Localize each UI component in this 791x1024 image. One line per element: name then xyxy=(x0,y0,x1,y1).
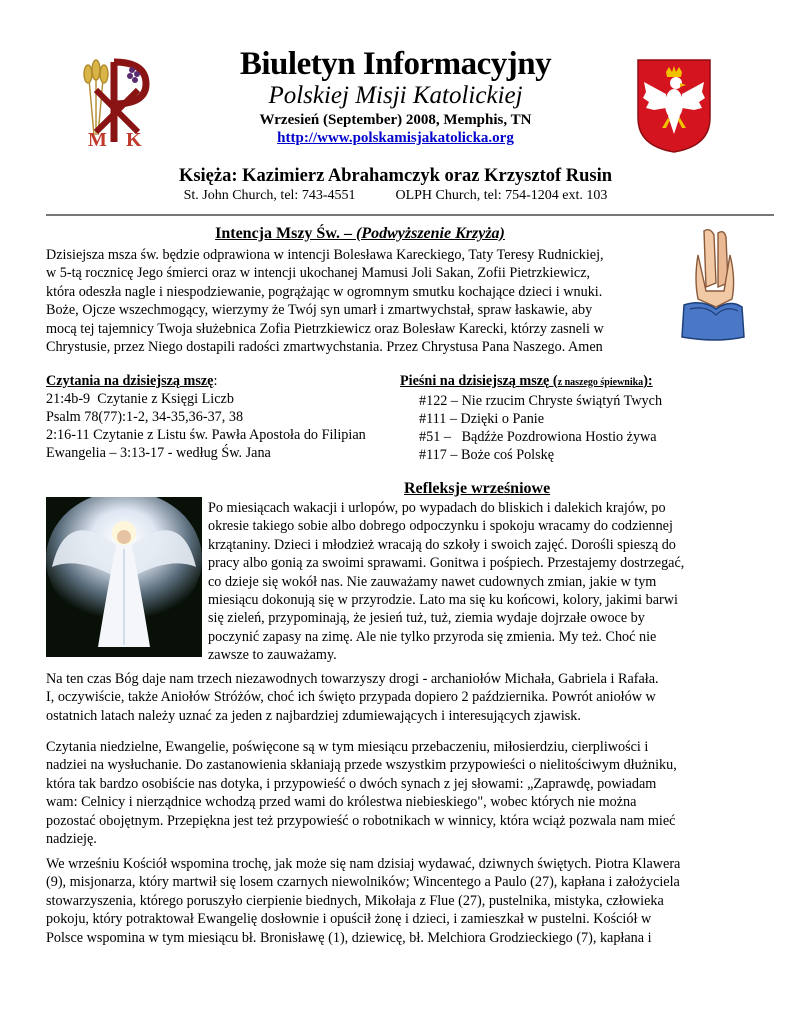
intention-heading-main: Intencja Mszy Św. – xyxy=(215,225,356,242)
reflections-intro: Po miesiącach wakacji i urlopów, po wypadach do bliskich i dalekich krajów, po okresie takiego sobie albo dobrego odpoczynku i spokoju wracamy do codziennej krzątaniny. Dzieci i młodzież wracają do szkoły i swoich zajęć. Dorośli spieszą do pracy albo gonią za swoimi sprawami. Gonitwa i pośpiech. Przestajemy dostrzegać, co dzieje się wokół nas. Nie zauważamy nawet cudownych zmian, jakie w tym miesiącu dokonują się w przyrodzie. Lato ma się ku końcowi, kolory, jakimi barwi się zieleń, przypominają, że jesień tuż, tuż, ziemia wydaje dojrzałe owoce by poczynić zapasy na zimę. Ale nie tylko przyroda się zmienia. My też. Choć nie zawsze to zauważamy. xyxy=(208,500,685,664)
svg-text:M: M xyxy=(88,129,107,150)
intention-heading-feast: (Podwyższenie Krzyża) xyxy=(356,225,505,242)
hymns-heading-end: ): xyxy=(643,373,653,389)
reading-item: Ewangelia – 3:13-17 - według Św. Jana xyxy=(46,445,271,461)
readings-section xyxy=(46,372,406,462)
svg-text:K: K xyxy=(126,129,142,150)
readings-heading xyxy=(46,372,406,390)
reflections-paragraph-saints: We wrześniu Kościół wspomina trochę, jak może się nam dzisiaj wydawać, dziwnych świętych. Piotra Klawera (9), misjonarza, który martwił się losem czarnych niewolników; Wincentego a Paulo (27), kapłana i założyciela stowarzyszenia, którego poruszyło cierpienie biednych, Mikołaja z Flue (27), pustelnika, mistyka, człowieka pokoju, który potraktował Ewangelię dosłownie i opuścił żonę i dzieci, i zamieszkał w pustelni. Kościół w Polsce wspomina w tym miesiącu bł. Bronisławę (1), dziewicę, bł. Melchiora Grodzieckiego (7), kapłana i xyxy=(46,856,681,946)
church-st-john: St. John Church, tel: 743-4551 xyxy=(183,188,356,203)
hymn-item: #51 – Bądźże Pozdrowiona Hostio żywa xyxy=(419,429,657,445)
issue-date: Wrzesień (September) 2008, Memphis, TN xyxy=(259,112,532,128)
hymn-item: #122 – Nie rzucim Chryste świątyń Twych xyxy=(419,393,663,409)
angel-image-icon xyxy=(46,497,202,657)
priests-line: Księża: Kazimierz Abrahamczyk oraz Krzysztof Rusin xyxy=(178,166,613,186)
hymns-heading-songbook: z naszego śpiewnika xyxy=(557,377,644,388)
intention-heading xyxy=(0,225,720,243)
church-contacts xyxy=(0,188,791,204)
reflections-paragraph-readings: Czytania niedzielne, Ewangelie, poświęcone są w tym miesiącu przebaczeniu, miłosierdziu, cierpliwości i nadziei na wysłuchanie. Do zastanowienia skłaniają przede wszystkim przypowieści o nielitościwym dłużniku, która tak bardzo osobiście nas dotyka, i przypowieść o dwóch synach z jej słowami: „Zaprawdę, powiadam wam: Celnicy i nierządnice wchodzą przed wami do królestwa niebieskiego", wobec których nie można pozostać obojętnym. Przepiękna jest też przypowieść o robotnikach w winnicy, która wciąż pozwala nam mieć nadzieję. xyxy=(46,739,677,848)
bulletin-subtitle: Polskiej Misji Katolickiej xyxy=(268,82,523,109)
reading-item: Psalm 78(77):1-2, 34-35,36-37, 38 xyxy=(46,409,244,425)
readings-heading-text: Czytania na dzisiejszą mszę xyxy=(46,373,214,389)
hymn-item: #111 – Dzięki o Panie xyxy=(419,411,545,427)
hymn-item: #117 – Boże coś Polskę xyxy=(419,447,555,463)
reading-item: 2:16-11 Czytanie z Listu św. Pawła Apostoła do Filipian xyxy=(46,427,366,443)
readings-heading-colon: : xyxy=(213,373,218,389)
header-divider xyxy=(46,214,774,216)
reflections-heading: Refleksje wrześniowe xyxy=(404,480,551,497)
intention-text: Dzisiejsza msza św. będzie odprawiona w intencji Bolesława Kareckiego, Taty Teresy Rudnickiej, w 5-tą rocznicę Jego śmierci oraz w intencji ukochanej Mamusi Joli Sakan, Zofii Pietrzkiewicz, która odeszła nagle i niespodziewanie, pogrążając w ogromnym smutku kochające dzieci i wnuki. Boże, Ojcze wszechmogący, wierzymy że Twój syn umarł i zmartwychstał, spraw łaskawie, aby mocą tej tajemnicy Twoja służebnica Zofia Pietrzkiewicz oraz Bolesław Karecki, którzy zasneli w Chrystusie, przez Niego dostapili radości zmartwychstania. Przez Chrystusa Pana Naszego. Amen xyxy=(46,247,604,356)
hymns-heading xyxy=(400,372,750,392)
bulletin-title: Biuletyn Informacyjny xyxy=(239,46,552,82)
praying-hands-icon xyxy=(676,225,746,343)
reading-item: 21:4b-9 Czytanie z Księgi Liczb xyxy=(46,391,234,407)
church-olph: OLPH Church, tel: 754-1204 ext. 103 xyxy=(395,188,608,203)
reflections-paragraph-archangels: Na ten czas Bóg daje nam trzech niezawodnych towarzyszy drogi - archaniołów Michała, Gabriela i Rafała. I, oczywiście, także Aniołów Stróżów, choć ich święto przypada dopiero 2 października. Powrót aniołów w ostatnich latach należy uznać za jeden z najbardziej zdumiewających i interesujących zjawisk. xyxy=(46,671,659,724)
website-link[interactable]: http://www.polskamisjakatolicka.org xyxy=(277,130,514,146)
hymns-heading-text: Pieśni na dzisiejszą mszę ( xyxy=(400,373,558,389)
hymns-section xyxy=(400,372,750,464)
